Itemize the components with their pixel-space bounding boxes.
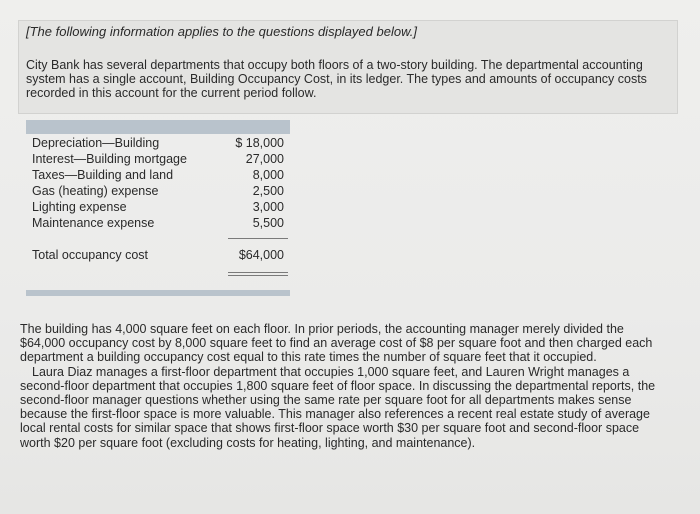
row-amount: 3,000 [252, 200, 284, 214]
table-header-bar [26, 120, 290, 134]
table-row [26, 168, 290, 184]
total-amount: $64,000 [238, 248, 284, 262]
row-label: Lighting expense [32, 200, 127, 214]
row-label: Taxes—Building and land [32, 168, 174, 182]
subtotal-rule [228, 238, 288, 239]
total-double-rule-top [228, 272, 288, 273]
occupancy-cost-table [26, 120, 290, 294]
table-row [26, 216, 290, 232]
total-label: Total occupancy cost [32, 248, 149, 262]
total-row [26, 248, 290, 264]
scenario-paragraph-2: Laura Diaz manages a first-floor department that occupies 1,000 square feet, and Lauren Wright manages a second-floor department that occupies 1,800 square feet of floor space. In discussing the departmental reports, the second-floor manager questions whether using the same rate per square foot for all departments makes sense because the first-floor space is more valuable. This manager also references a recent real estate study of average local rental costs for similar space that shows first-floor space worth $30 per square foot and second-floor space worth $20 per square foot (excluding costs for heating, lighting, and maintenance). [20, 364, 656, 450]
total-double-rule-bottom [228, 275, 288, 276]
table-row [26, 184, 290, 200]
row-amount: 5,500 [252, 216, 284, 230]
row-amount: 27,000 [245, 152, 284, 166]
table-footer-bar [26, 290, 290, 296]
table-row [26, 200, 290, 216]
intro-paragraph: City Bank has several departments that occupy both floors of a two-story building. The departmental accounting system has a single account, Building Occupancy Cost, in its ledger. The types and amounts of occupancy costs recorded in this account for the current period follow. [26, 58, 647, 100]
scenario-text [20, 322, 660, 450]
row-amount: 2,500 [252, 184, 284, 198]
row-label: Depreciation—Building [32, 136, 160, 150]
table-row [26, 136, 290, 152]
row-label: Gas (heating) expense [32, 184, 159, 198]
row-label: Interest—Building mortgage [32, 152, 187, 166]
row-amount: 8,000 [252, 168, 284, 182]
table-row [26, 152, 290, 168]
intro-note: [The following information applies to the questions displayed below.] [26, 24, 417, 39]
scenario-paragraph-1: The building has 4,000 square feet on each floor. In prior periods, the accounting manager merely divided the $64,000 occupancy cost by 8,000 square feet to find an average cost of $8 per square foot and then charged each department a building occupancy cost equal to this rate times the number of square feet that it occupied. [20, 322, 653, 365]
row-amount: $ 18,000 [235, 136, 284, 150]
row-label: Maintenance expense [32, 216, 155, 230]
